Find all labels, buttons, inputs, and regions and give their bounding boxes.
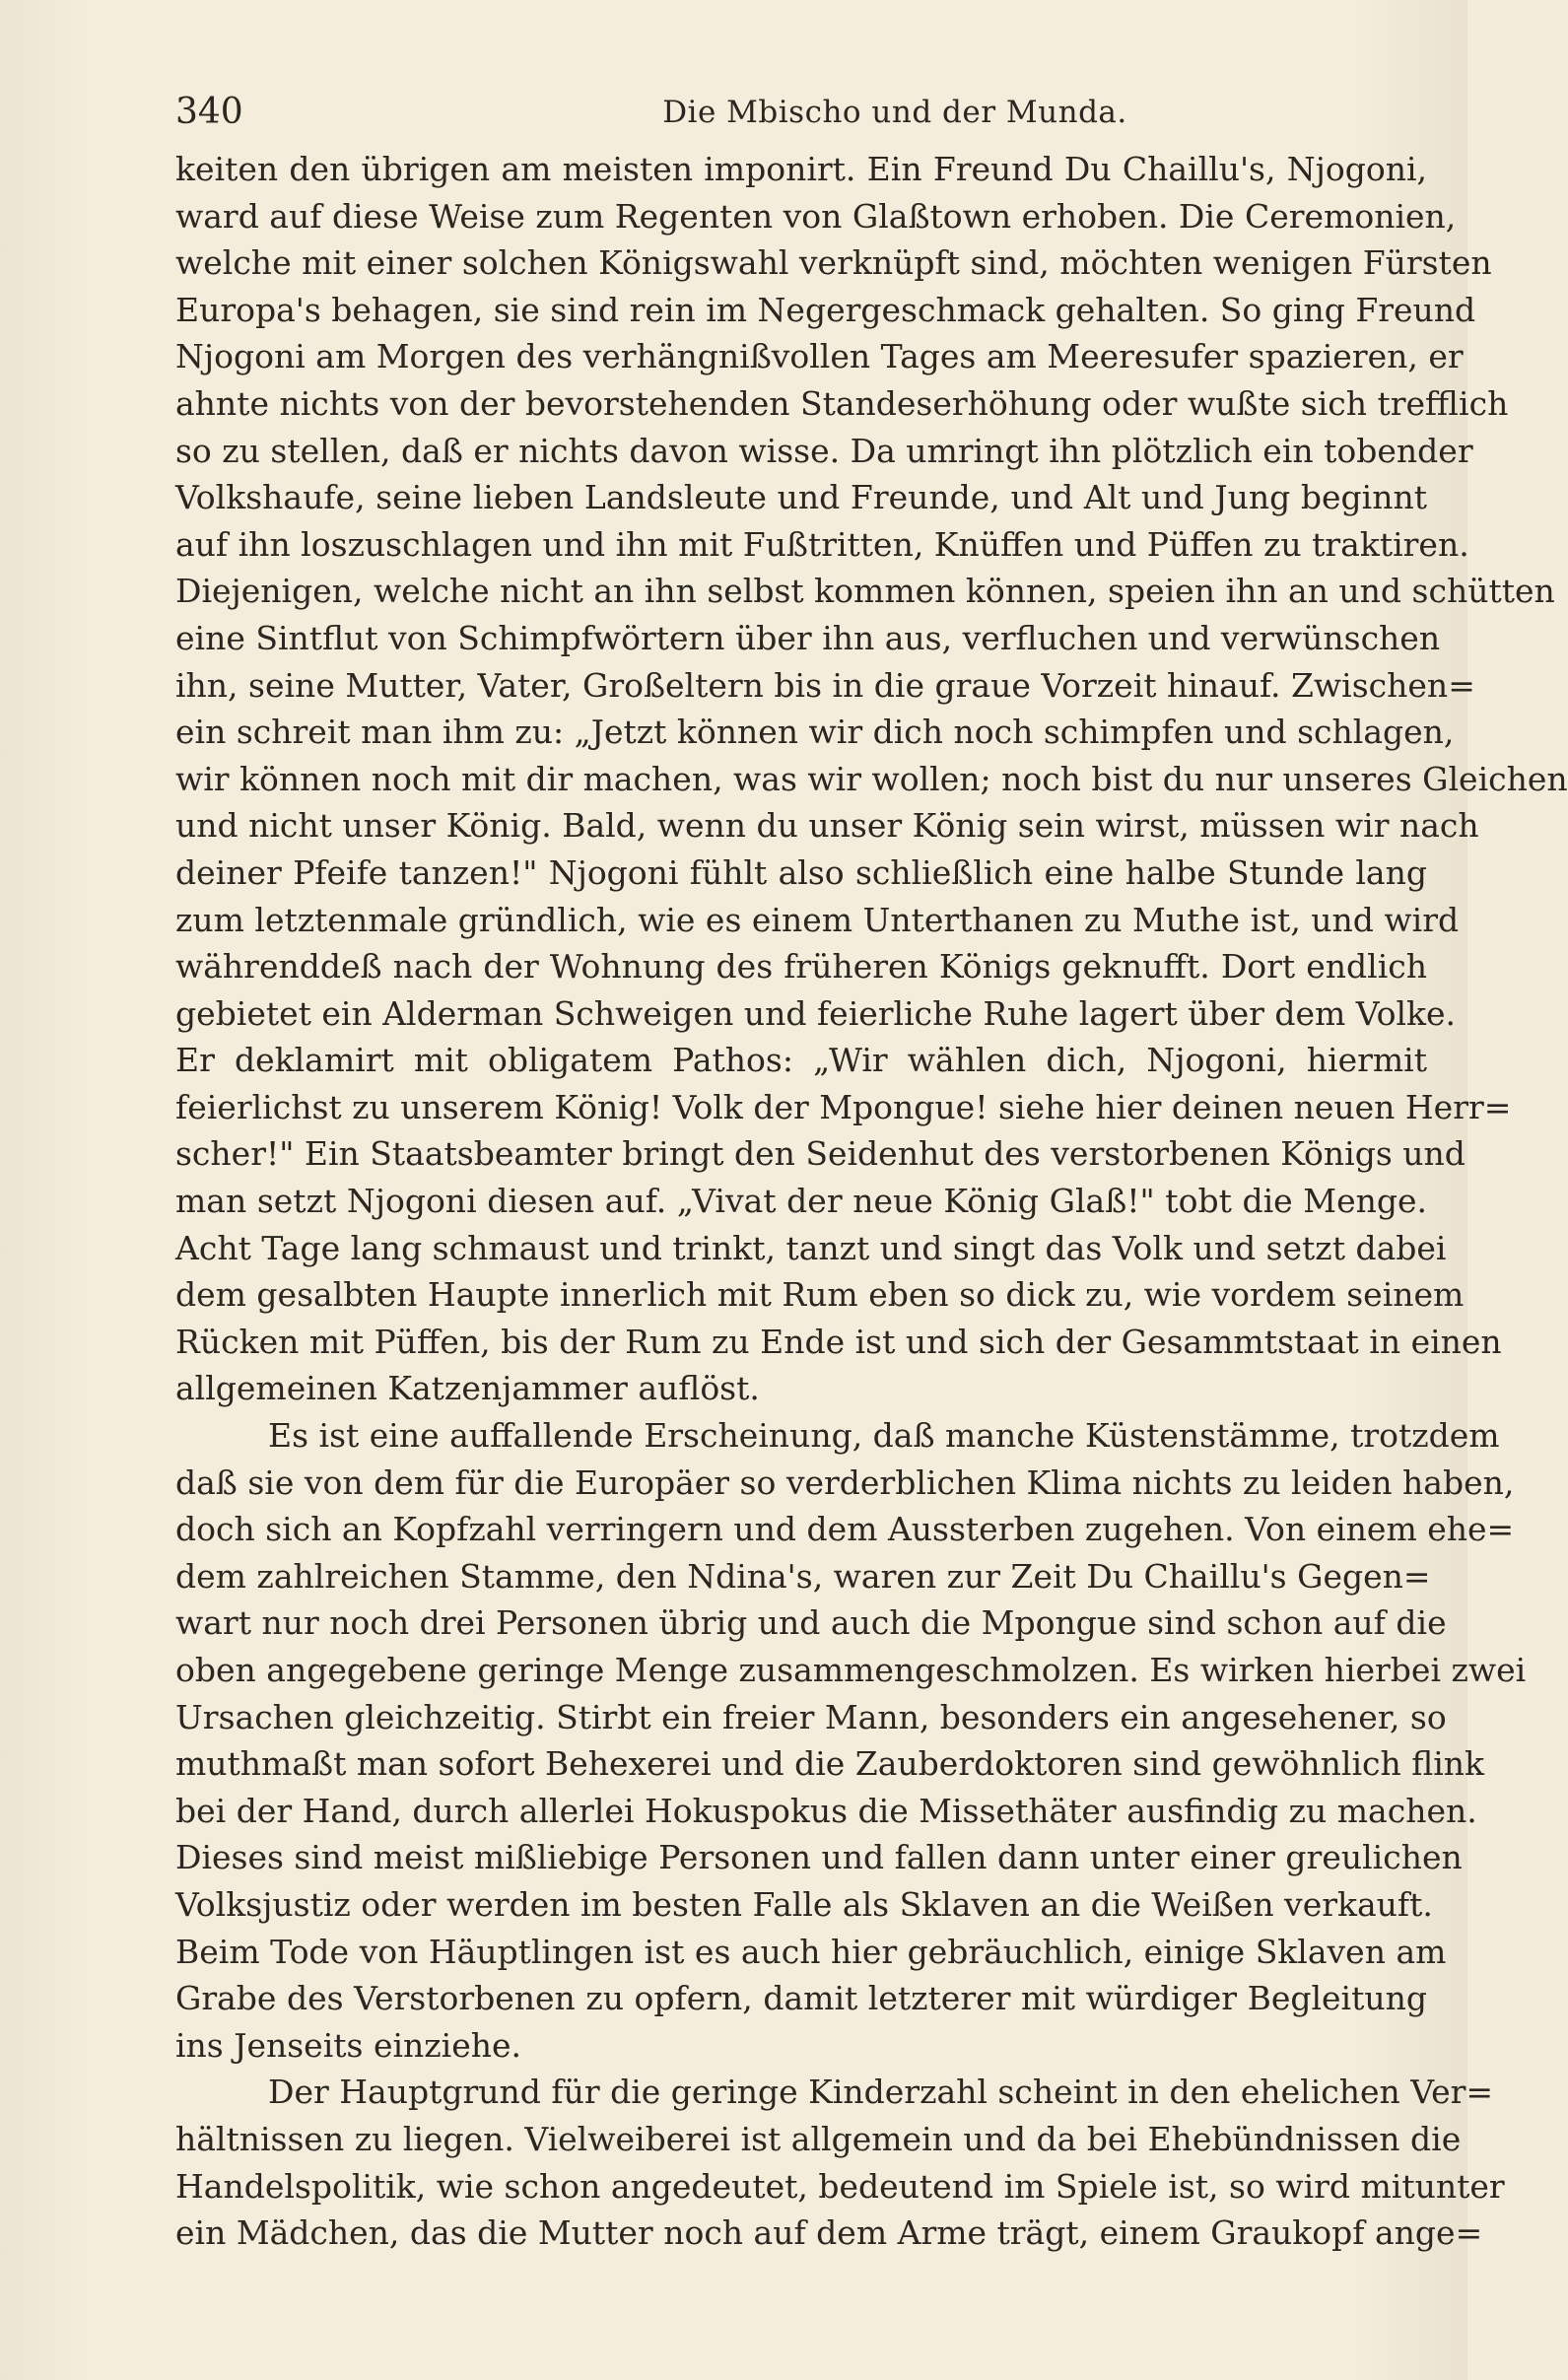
- text-line: so zu stellen, daß er nichts davon wisse. Da umringt ihn plötzlich ein tobender: [175, 431, 1473, 470]
- text-line: keiten den übrigen am meisten imponirt. Ein Freund Du Chaillu's, Njogoni,: [175, 150, 1427, 188]
- text-line: Volkshaufe, seine lieben Landsleute und Freunde, und Alt und Jung beginnt: [175, 478, 1427, 517]
- text-line: Er deklamirt mit obligatem Pathos: „Wir wählen dich, Njogoni, hiermit: [175, 1041, 1427, 1080]
- text-line: hältnissen zu liegen. Vielweiberei ist allgemein und da bei Ehebündnissen die: [175, 2119, 1462, 2158]
- text-line: scher!" Ein Staatsbeamter bringt den Seidenhut des verstorbenen Königs und: [175, 1134, 1466, 1174]
- text-line: gebietet ein Alderman Schweigen und feierliche Ruhe lagert über dem Volke.: [175, 993, 1457, 1033]
- text-line: Handelspolitik, wie schon angedeutet, bedeutend im Spiele ist, so wird mitunter: [175, 2166, 1505, 2206]
- text-line: Grabe des Verstorbenen zu opfern, damit letzterer mit würdiger Begleitung: [175, 1979, 1427, 2018]
- page-number: 340: [175, 92, 243, 132]
- page-header: [175, 91, 1427, 134]
- text-line: deiner Pfeife tanzen!" Njogoni fühlt also schließlich eine halbe Stunde lang: [175, 852, 1427, 892]
- text-line: wart nur noch drei Personen übrig und auch die Mpongue sind schon auf die: [175, 1603, 1447, 1643]
- text-line: Njogoni am Morgen des verhängnißvollen Tages am Meeresufer spazieren, er: [175, 337, 1464, 376]
- text-line: Beim Tode von Häuptlingen ist es auch hier gebräuchlich, einige Sklaven am: [175, 1932, 1447, 1971]
- text-line: ahnte nichts von der bevorstehenden Standeserhöhung oder wußte sich trefflich: [175, 383, 1509, 423]
- text-line: dem zahlreichen Stamme, den Ndina's, waren zur Zeit Du Chaillu's Gegen=: [175, 1556, 1431, 1596]
- text-line: daß sie von dem für die Europäer so verderblichen Klima nichts zu leiden haben,: [175, 1462, 1515, 1502]
- text-line: Diejenigen, welche nicht an ihn selbst kommen können, speien ihn an und schütten: [175, 572, 1555, 611]
- text-line: ein Mädchen, das die Mutter noch auf dem Arme trägt, einem Graukopf ange=: [175, 2213, 1483, 2253]
- text-line: muthmaßt man sofort Behexerei und die Zauberdoktoren sind gewöhnlich flink: [175, 1744, 1485, 1784]
- paragraph-end-line: ins Jenseits einziehe.: [175, 2025, 522, 2065]
- text-line: Acht Tage lang schmaust und trinkt, tanzt und singt das Volk und setzt dabei: [175, 1228, 1447, 1267]
- paragraph-start-line: Der Hauptgrund für die geringe Kinderzahl scheint in den ehelichen Ver=: [268, 2073, 1494, 2112]
- text-line: ein schreit man ihm zu: „Jetzt können wir dich noch schimpfen und schlagen,: [175, 713, 1455, 752]
- text-line: Rücken mit Püffen, bis der Rum zu Ende ist und sich der Gesammtstaat in einen: [175, 1322, 1502, 1361]
- text-line: oben angegebene geringe Menge zusammengeschmolzen. Es wirken hierbei zwei: [175, 1651, 1527, 1689]
- text-line: ihn, seine Mutter, Vater, Großeltern bis in die graue Vorzeit hinauf. Zwischen=: [175, 665, 1475, 705]
- text-line: auf ihn loszuschlagen und ihn mit Fußtritten, Knüffen und Püffen zu traktiren.: [175, 524, 1469, 564]
- text-line: ward auf diese Weise zum Regenten von Glaßtown erhoben. Die Ceremonien,: [175, 196, 1457, 236]
- text-line: Europa's behagen, sie sind rein im Negergeschmack gehalten. So ging Freund: [175, 290, 1476, 329]
- text-line: dem gesalbten Haupte innerlich mit Rum eben so dick zu, wie vordem seinem: [175, 1275, 1465, 1315]
- running-title: Die Mbischo und der Munda.: [662, 95, 1127, 130]
- text-line: bei der Hand, durch allerlei Hokuspokus die Missethäter ausfindig zu machen.: [175, 1791, 1477, 1830]
- text-line: man setzt Njogoni diesen auf. „Vivat der neue König Glaß!" tobt die Menge.: [175, 1182, 1427, 1221]
- text-line: Volksjustiz oder werden im besten Falle als Sklaven an die Weißen verkauft.: [175, 1884, 1433, 1924]
- body-text: [175, 146, 1568, 2257]
- text-line: zum letztenmale gründlich, wie es einem Unterthanen zu Muthe ist, und wird: [175, 900, 1460, 939]
- text-line: feierlichst zu unserem König! Volk der Mpongue! siehe hier deinen neuen Herr=: [175, 1087, 1512, 1126]
- paragraph-start-line: Es ist eine auffallende Erscheinung, daß manche Küstenstämme, trotzdem: [268, 1416, 1500, 1456]
- text-line: welche mit einer solchen Königswahl verknüpft sind, möchten wenigen Fürsten: [175, 243, 1492, 283]
- text-line: währenddeß nach der Wohnung des früheren Königs geknufft. Dort endlich: [175, 947, 1427, 986]
- text-line: doch sich an Kopfzahl verringern und dem Aussterben zugehen. Von einem ehe=: [175, 1510, 1515, 1549]
- paragraph-end-line: allgemeinen Katzenjammer auflöst.: [175, 1369, 760, 1408]
- text-line: eine Sintflut von Schimpfwörtern über ihn aus, verfluchen und verwünschen: [175, 618, 1441, 657]
- text-line: Ursachen gleichzeitig. Stirbt ein freier Mann, besonders ein angesehener, so: [175, 1697, 1447, 1736]
- text-line: wir können noch mit dir machen, was wir wollen; noch bist du nur unseres Gleichen: [175, 759, 1568, 798]
- text-line: und nicht unser König. Bald, wenn du unser König sein wirst, müssen wir nach: [175, 806, 1479, 846]
- text-line: Dieses sind meist mißliebige Personen und fallen dann unter einer greulichen: [175, 1838, 1463, 1877]
